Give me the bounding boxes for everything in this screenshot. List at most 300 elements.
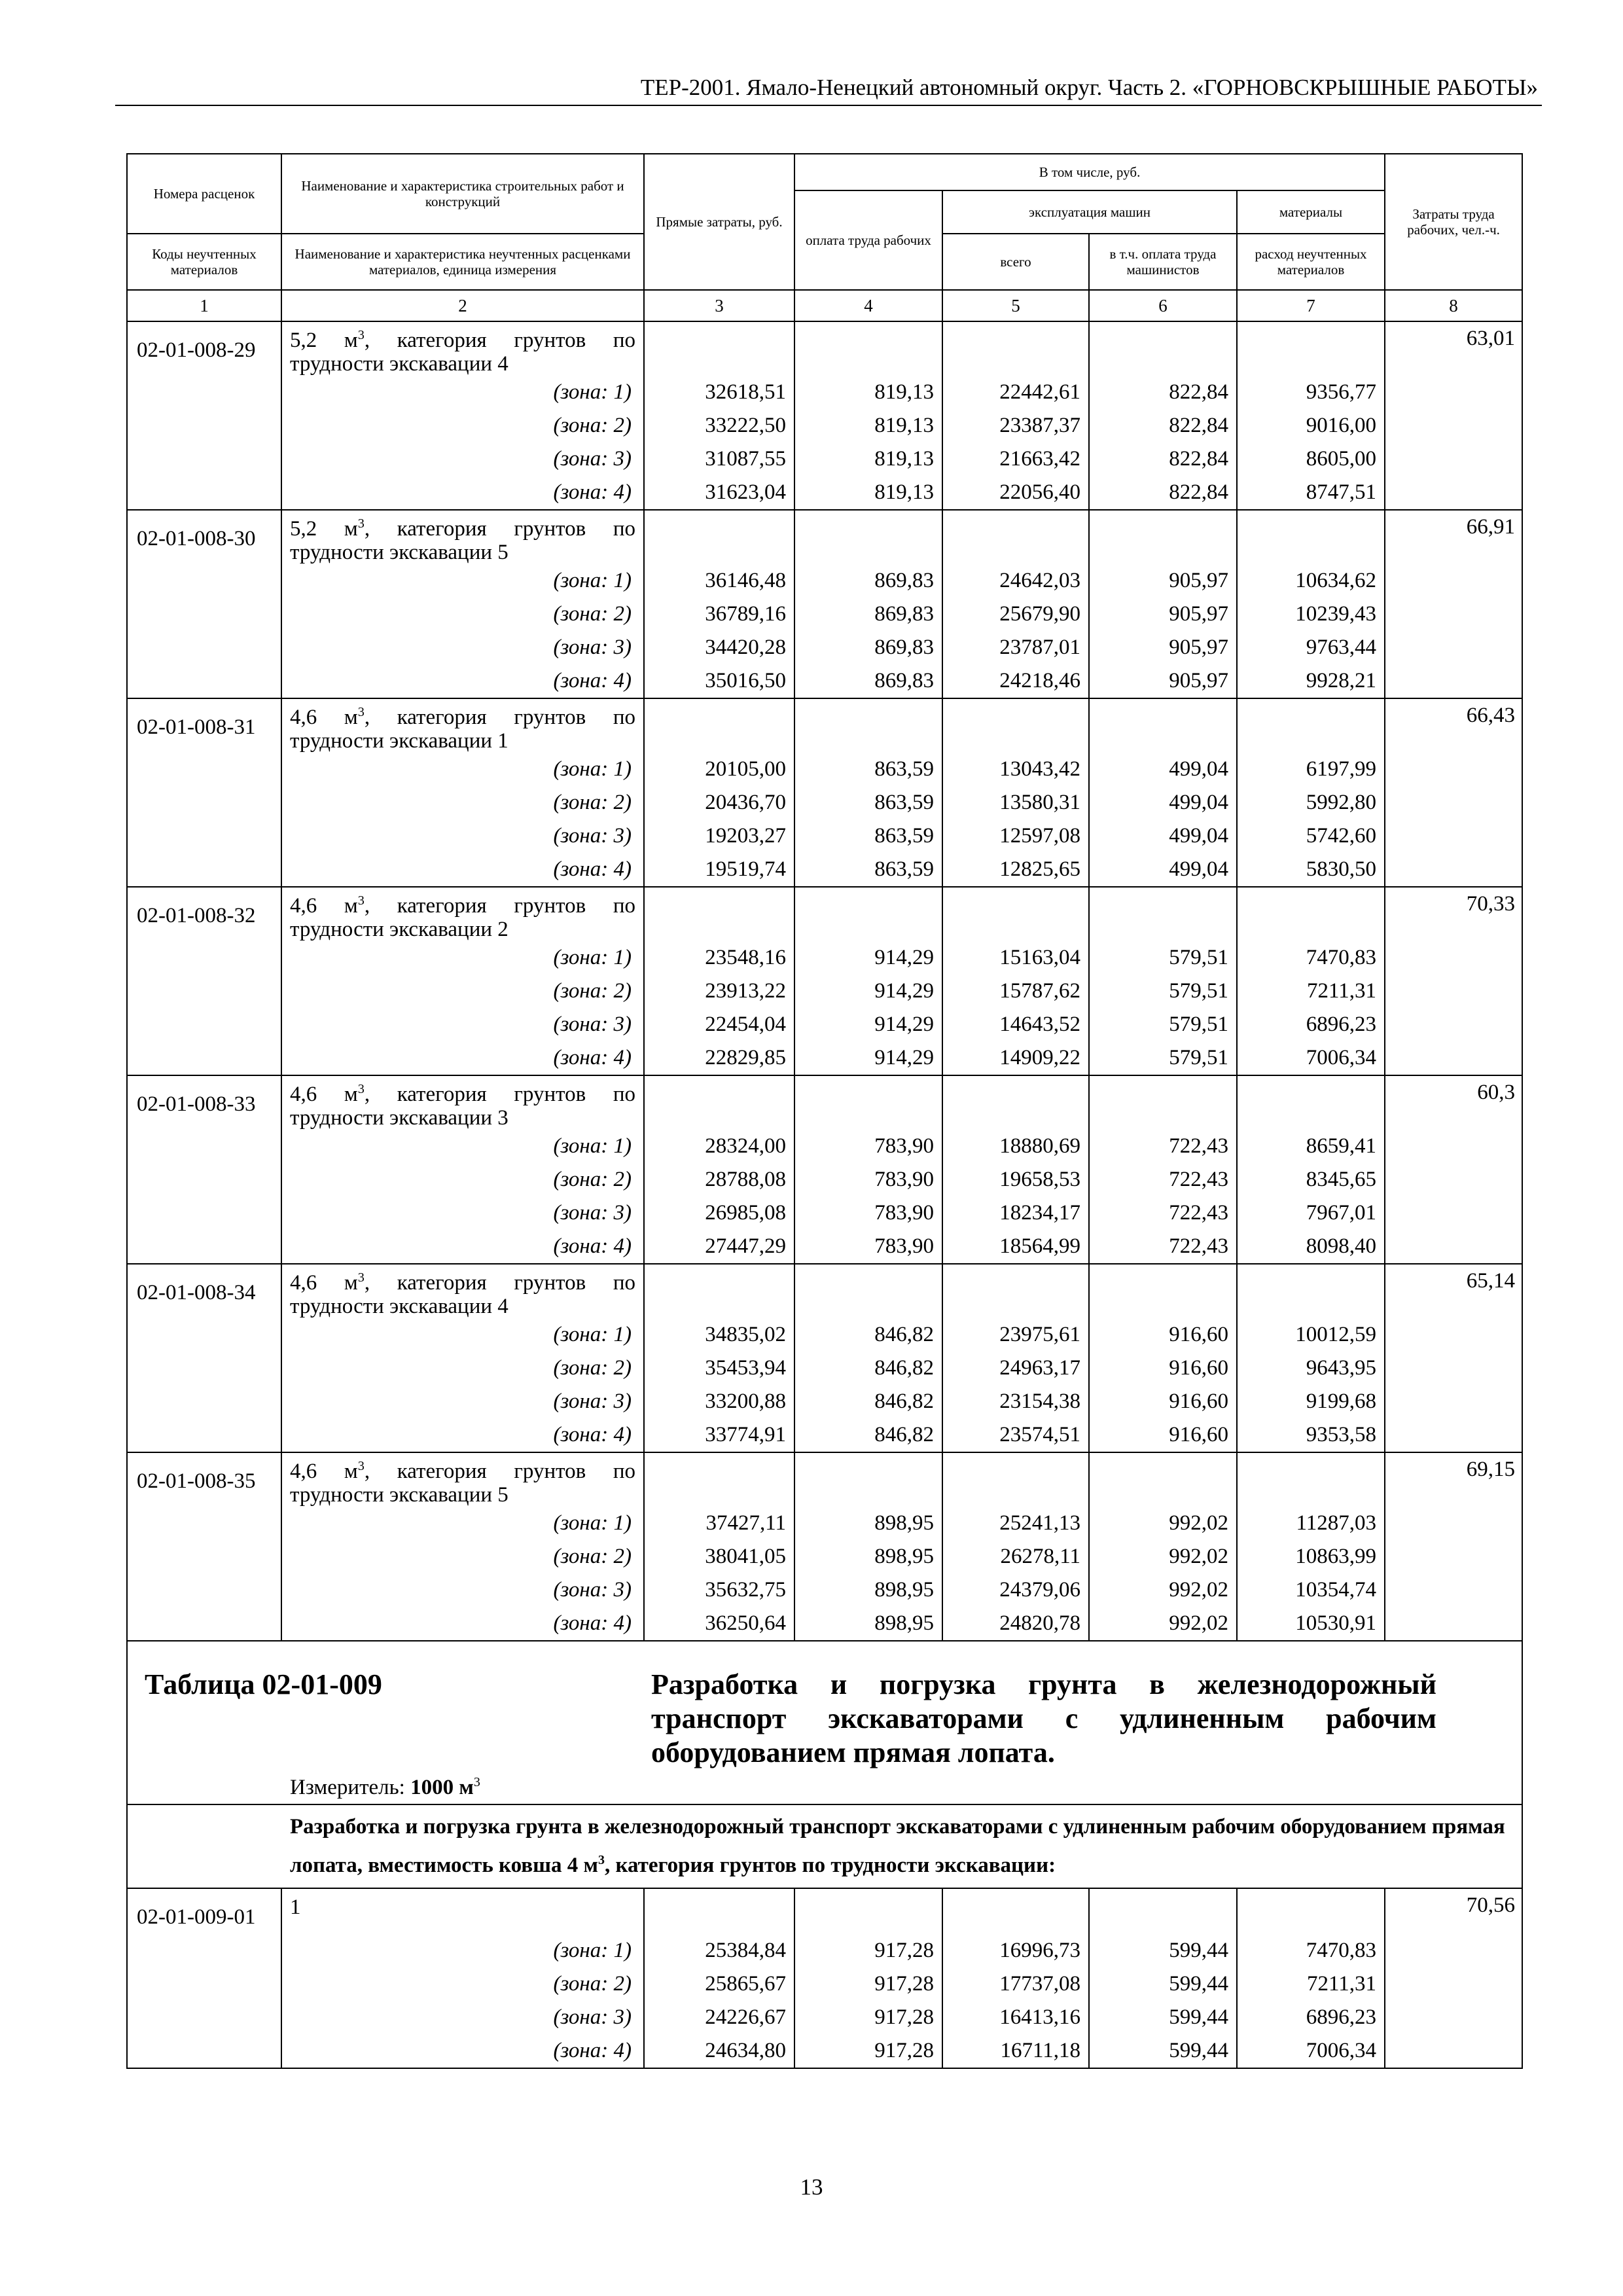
material-cost: 7211,31 — [1237, 975, 1385, 1008]
empty-cell — [1385, 1934, 1522, 1967]
empty-cell — [1385, 753, 1522, 786]
empty-cell — [127, 1352, 281, 1385]
zone-row — [127, 2034, 1522, 2068]
empty-cell — [1385, 631, 1522, 664]
empty-cell — [794, 887, 942, 941]
empty-cell — [1385, 1130, 1522, 1163]
zone-label: (зона: 2) — [281, 598, 644, 631]
direct-cost: 34835,02 — [644, 1318, 794, 1352]
empty-cell — [1385, 1352, 1522, 1385]
zone-label: (зона: 2) — [281, 786, 644, 819]
rate-name-text: , категория грунтов по трудности экскавации 2 — [290, 894, 636, 941]
machine-cost: 12825,65 — [942, 853, 1089, 887]
driver-wage: 905,97 — [1089, 631, 1237, 664]
empty-cell — [1089, 698, 1237, 753]
wage-cost: 863,59 — [794, 753, 942, 786]
material-cost: 6896,23 — [1237, 2001, 1385, 2034]
driver-wage: 905,97 — [1089, 598, 1237, 631]
material-cost: 11287,03 — [1237, 1507, 1385, 1540]
empty-cell — [644, 1452, 794, 1507]
empty-cell — [644, 510, 794, 564]
direct-cost: 33222,50 — [644, 409, 794, 442]
wage-cost: 914,29 — [794, 1008, 942, 1041]
rate-name-sup: 3 — [357, 705, 365, 719]
wage-cost: 819,13 — [794, 476, 942, 510]
driver-wage: 499,04 — [1089, 786, 1237, 819]
machine-cost: 13043,42 — [942, 753, 1089, 786]
empty-cell — [644, 1075, 794, 1130]
material-cost: 9353,58 — [1237, 1418, 1385, 1452]
machine-cost: 22442,61 — [942, 376, 1089, 409]
wage-cost: 863,59 — [794, 819, 942, 853]
machine-cost: 24820,78 — [942, 1607, 1089, 1641]
material-cost: 10634,62 — [1237, 564, 1385, 598]
machine-cost: 26278,11 — [942, 1540, 1089, 1573]
driver-wage: 992,02 — [1089, 1573, 1237, 1607]
rate-name-volume: 4,6 м — [290, 1460, 358, 1483]
labor-cost: 66,43 — [1385, 698, 1522, 753]
rate-name-volume: 4,6 м — [290, 706, 358, 729]
driver-wage: 722,43 — [1089, 1130, 1237, 1163]
col-head-code-bottom: Коды неучтенных материалов — [127, 234, 281, 290]
empty-cell — [1237, 887, 1385, 941]
empty-cell — [1237, 1075, 1385, 1130]
wage-cost: 914,29 — [794, 975, 942, 1008]
direct-cost: 35632,75 — [644, 1573, 794, 1607]
empty-cell — [1385, 1163, 1522, 1196]
machine-cost: 25241,13 — [942, 1507, 1089, 1540]
labor-cost: 70,56 — [1385, 1888, 1522, 1934]
col-head-direct: Прямые затраты, руб. — [644, 154, 794, 290]
rate-name-sup: 3 — [357, 1082, 365, 1096]
driver-wage: 499,04 — [1089, 753, 1237, 786]
direct-cost: 23913,22 — [644, 975, 794, 1008]
driver-wage: 916,60 — [1089, 1352, 1237, 1385]
page-number: 13 — [800, 2174, 823, 2200]
empty-cell — [127, 631, 281, 664]
empty-cell — [127, 1196, 281, 1230]
direct-cost: 24226,67 — [644, 2001, 794, 2034]
material-cost: 8098,40 — [1237, 1230, 1385, 1264]
driver-wage: 822,84 — [1089, 409, 1237, 442]
material-cost: 8345,65 — [1237, 1163, 1385, 1196]
direct-cost: 31087,55 — [644, 442, 794, 476]
machine-cost: 16711,18 — [942, 2034, 1089, 2068]
direct-cost: 32618,51 — [644, 376, 794, 409]
machine-cost: 16996,73 — [942, 1934, 1089, 1967]
direct-cost: 36146,48 — [644, 564, 794, 598]
section-desc-sup: 3 — [597, 1853, 605, 1867]
empty-cell — [1237, 510, 1385, 564]
labor-cost: 70,33 — [1385, 887, 1522, 941]
measure-value: 1000 м — [410, 1776, 474, 1799]
col-head-mat-use: расход неучтенных материалов — [1237, 234, 1385, 290]
zone-row — [127, 786, 1522, 819]
empty-cell — [127, 819, 281, 853]
section-title-row — [127, 1641, 1522, 1804]
section-records-body — [127, 1888, 1522, 2068]
rate-name-volume: 4,6 м — [290, 1271, 358, 1295]
driver-wage: 499,04 — [1089, 853, 1237, 887]
rate-name-text: , категория грунтов по трудности экскавации 1 — [290, 706, 636, 753]
direct-cost: 36789,16 — [644, 598, 794, 631]
zone-row — [127, 376, 1522, 409]
empty-cell — [1237, 1264, 1385, 1318]
driver-wage: 599,44 — [1089, 1967, 1237, 2001]
driver-wage: 822,84 — [1089, 442, 1237, 476]
driver-wage: 992,02 — [1089, 1507, 1237, 1540]
empty-cell — [1385, 1418, 1522, 1452]
driver-wage: 499,04 — [1089, 819, 1237, 853]
zone-row — [127, 598, 1522, 631]
driver-wage: 992,02 — [1089, 1540, 1237, 1573]
zone-row — [127, 1418, 1522, 1452]
machine-cost: 17737,08 — [942, 1967, 1089, 2001]
empty-cell — [794, 321, 942, 376]
wage-cost: 917,28 — [794, 2034, 942, 2068]
driver-wage: 905,97 — [1089, 664, 1237, 698]
zone-label: (зона: 4) — [281, 2034, 644, 2068]
col-head-total: всего — [942, 234, 1089, 290]
zone-row — [127, 1385, 1522, 1418]
col-number: 2 — [281, 290, 644, 321]
zone-label: (зона: 3) — [281, 819, 644, 853]
labor-cost: 65,14 — [1385, 1264, 1522, 1318]
empty-cell — [127, 1418, 281, 1452]
zone-row — [127, 1967, 1522, 2001]
table-number: Таблица 02-01-009 — [145, 1668, 382, 1700]
driver-wage: 599,44 — [1089, 2001, 1237, 2034]
wage-cost: 783,90 — [794, 1130, 942, 1163]
empty-cell — [942, 1452, 1089, 1507]
empty-cell — [127, 1934, 281, 1967]
direct-cost: 33774,91 — [644, 1418, 794, 1452]
zone-label: (зона: 4) — [281, 1230, 644, 1264]
rate-code: 02-01-008-34 — [127, 1264, 281, 1318]
empty-cell — [127, 753, 281, 786]
col-number: 4 — [794, 290, 942, 321]
material-cost: 7967,01 — [1237, 1196, 1385, 1230]
zone-label: (зона: 3) — [281, 1196, 644, 1230]
machine-cost: 14909,22 — [942, 1041, 1089, 1075]
section-desc-tail: , категория грунтов по трудности экскавации: — [604, 1854, 1056, 1877]
col-head-name-top: Наименование и характеристика строительных работ и конструкций — [281, 154, 644, 234]
direct-cost: 25384,84 — [644, 1934, 794, 1967]
empty-cell — [794, 1888, 942, 1934]
rate-name-volume: 5,2 м — [290, 517, 358, 541]
zone-label: (зона: 1) — [281, 564, 644, 598]
rate-name-sup: 3 — [357, 328, 365, 342]
wage-cost: 898,95 — [794, 1573, 942, 1607]
empty-cell — [1089, 510, 1237, 564]
empty-cell — [127, 409, 281, 442]
rate-name-sup: 3 — [357, 1270, 365, 1285]
rate-record-row — [127, 887, 1522, 941]
machine-cost: 22056,40 — [942, 476, 1089, 510]
direct-cost: 31623,04 — [644, 476, 794, 510]
empty-cell — [794, 1452, 942, 1507]
rate-code: 02-01-008-29 — [127, 321, 281, 376]
empty-cell — [127, 2001, 281, 2034]
col-number: 6 — [1089, 290, 1237, 321]
empty-cell — [644, 321, 794, 376]
material-cost: 6896,23 — [1237, 1008, 1385, 1041]
direct-cost: 35016,50 — [644, 664, 794, 698]
zone-row — [127, 1163, 1522, 1196]
empty-cell — [127, 598, 281, 631]
empty-cell — [127, 1163, 281, 1196]
section-desc — [127, 1804, 1522, 1888]
machine-cost: 18234,17 — [942, 1196, 1089, 1230]
direct-cost: 36250,64 — [644, 1607, 794, 1641]
machine-cost: 18564,99 — [942, 1230, 1089, 1264]
empty-cell — [1089, 887, 1237, 941]
empty-cell — [644, 887, 794, 941]
material-cost: 7470,83 — [1237, 941, 1385, 975]
empty-cell — [1089, 1264, 1237, 1318]
measure-label: Измеритель: — [290, 1776, 411, 1799]
driver-wage: 916,60 — [1089, 1318, 1237, 1352]
wage-cost: 898,95 — [794, 1507, 942, 1540]
empty-cell — [127, 2034, 281, 2068]
empty-cell — [942, 1264, 1089, 1318]
machine-cost: 19658,53 — [942, 1163, 1089, 1196]
labor-cost: 66,91 — [1385, 510, 1522, 564]
wage-cost: 869,83 — [794, 631, 942, 664]
machine-cost: 21663,42 — [942, 442, 1089, 476]
col-number: 8 — [1385, 290, 1522, 321]
table-title: Разработка и погрузка грунта в железнодорожный транспорт экскаваторами с удлиненным рабочим оборудованием прямая лопата. — [651, 1668, 1436, 1768]
empty-cell — [127, 1507, 281, 1540]
empty-cell — [127, 1230, 281, 1264]
empty-cell — [127, 1573, 281, 1607]
empty-cell — [1237, 321, 1385, 376]
zone-row — [127, 819, 1522, 853]
empty-cell — [1385, 975, 1522, 1008]
zone-label: (зона: 4) — [281, 664, 644, 698]
empty-cell — [127, 1607, 281, 1641]
labor-cost: 60,3 — [1385, 1075, 1522, 1130]
driver-wage: 916,60 — [1089, 1385, 1237, 1418]
empty-cell — [942, 887, 1089, 941]
empty-cell — [794, 1264, 942, 1318]
empty-cell — [1385, 1540, 1522, 1573]
rate-name-sup: 3 — [357, 516, 365, 531]
rate-name — [281, 321, 644, 376]
wage-cost: 863,59 — [794, 853, 942, 887]
zone-row — [127, 1318, 1522, 1352]
empty-cell — [1385, 1196, 1522, 1230]
direct-cost: 19203,27 — [644, 819, 794, 853]
empty-cell — [127, 664, 281, 698]
empty-cell — [942, 698, 1089, 753]
zone-label: (зона: 3) — [281, 1385, 644, 1418]
empty-cell — [1089, 1075, 1237, 1130]
machine-cost: 23574,51 — [942, 1418, 1089, 1452]
section-desc-text: Разработка и погрузка грунта в железнодорожный транспорт экскаваторами с удлиненным рабочим оборудованием прямая лопата, вместимость ковша 4 м — [290, 1815, 1505, 1877]
rate-name — [281, 1888, 644, 1934]
col-head-driver-wage: в т.ч. оплата труда машинистов — [1089, 234, 1237, 290]
empty-cell — [644, 1264, 794, 1318]
empty-cell — [1385, 1041, 1522, 1075]
empty-cell — [1385, 1385, 1522, 1418]
zone-label: (зона: 1) — [281, 376, 644, 409]
direct-cost: 20436,70 — [644, 786, 794, 819]
direct-cost: 25865,67 — [644, 1967, 794, 2001]
zone-label: (зона: 3) — [281, 2001, 644, 2034]
col-head-name-bottom: Наименование и характеристика неучтенных расценками материалов, единица измерения — [281, 234, 644, 290]
machine-cost: 18880,69 — [942, 1130, 1089, 1163]
zone-row — [127, 1540, 1522, 1573]
empty-cell — [1385, 819, 1522, 853]
wage-cost: 917,28 — [794, 2001, 942, 2034]
wage-cost: 863,59 — [794, 786, 942, 819]
zone-row — [127, 564, 1522, 598]
zone-row — [127, 975, 1522, 1008]
zone-label: (зона: 2) — [281, 409, 644, 442]
empty-cell — [1385, 1507, 1522, 1540]
empty-cell — [127, 853, 281, 887]
col-head-materials: материалы — [1237, 190, 1385, 234]
col-head-labor: Затраты труда рабочих, чел.-ч. — [1385, 154, 1522, 290]
wage-cost: 898,95 — [794, 1540, 942, 1573]
zone-label: (зона: 1) — [281, 1318, 644, 1352]
empty-cell — [1385, 1008, 1522, 1041]
empty-cell — [1089, 1888, 1237, 1934]
rate-name — [281, 887, 644, 941]
driver-wage: 822,84 — [1089, 376, 1237, 409]
direct-cost: 28324,00 — [644, 1130, 794, 1163]
empty-cell — [1385, 2034, 1522, 2068]
driver-wage: 579,51 — [1089, 941, 1237, 975]
wage-cost: 783,90 — [794, 1196, 942, 1230]
empty-cell — [1089, 321, 1237, 376]
rate-code: 02-01-008-30 — [127, 510, 281, 564]
wage-cost: 846,82 — [794, 1352, 942, 1385]
wage-cost: 869,83 — [794, 664, 942, 698]
empty-cell — [1385, 1230, 1522, 1264]
empty-cell — [127, 1967, 281, 2001]
zone-row — [127, 1573, 1522, 1607]
machine-cost: 14643,52 — [942, 1008, 1089, 1041]
zone-label: (зона: 4) — [281, 1041, 644, 1075]
rate-name — [281, 1075, 644, 1130]
material-cost: 8659,41 — [1237, 1130, 1385, 1163]
zone-row — [127, 664, 1522, 698]
zone-label: (зона: 4) — [281, 1607, 644, 1641]
rate-name-text: , категория грунтов по трудности экскавации 3 — [290, 1083, 636, 1130]
page-header: ТЕР-2001. Ямало-Ненецкий автономный округ. Часть 2. «ГОРНОВСКРЫШНЫЕ РАБОТЫ» — [640, 75, 1538, 100]
wage-cost: 898,95 — [794, 1607, 942, 1641]
empty-cell — [794, 1075, 942, 1130]
empty-cell — [942, 321, 1089, 376]
machine-cost: 15163,04 — [942, 941, 1089, 975]
direct-cost: 28788,08 — [644, 1163, 794, 1196]
empty-cell — [127, 1318, 281, 1352]
zone-row — [127, 1352, 1522, 1385]
wage-cost: 846,82 — [794, 1385, 942, 1418]
rate-code: 02-01-009-01 — [127, 1888, 281, 1934]
zone-label: (зона: 3) — [281, 1573, 644, 1607]
rate-code: 02-01-008-31 — [127, 698, 281, 753]
empty-cell — [127, 376, 281, 409]
zone-label: (зона: 1) — [281, 753, 644, 786]
rate-name — [281, 698, 644, 753]
material-cost: 10530,91 — [1237, 1607, 1385, 1641]
machine-cost: 24379,06 — [942, 1573, 1089, 1607]
rate-name-text: , категория грунтов по трудности экскавации 4 — [290, 1271, 636, 1318]
machine-cost: 23787,01 — [942, 631, 1089, 664]
empty-cell — [794, 510, 942, 564]
measure-sup: 3 — [473, 1775, 480, 1789]
empty-cell — [127, 941, 281, 975]
empty-cell — [1237, 698, 1385, 753]
wage-cost: 819,13 — [794, 376, 942, 409]
direct-cost: 33200,88 — [644, 1385, 794, 1418]
machine-cost: 23387,37 — [942, 409, 1089, 442]
zone-row — [127, 753, 1522, 786]
zone-label: (зона: 1) — [281, 941, 644, 975]
driver-wage: 579,51 — [1089, 975, 1237, 1008]
driver-wage: 722,43 — [1089, 1163, 1237, 1196]
machine-cost: 23975,61 — [942, 1318, 1089, 1352]
wage-cost: 783,90 — [794, 1163, 942, 1196]
zone-label: (зона: 2) — [281, 1352, 644, 1385]
machine-cost: 12597,08 — [942, 819, 1089, 853]
empty-cell — [1237, 1452, 1385, 1507]
rate-name-volume: 5,2 м — [290, 329, 358, 352]
driver-wage: 722,43 — [1089, 1196, 1237, 1230]
machine-cost: 15787,62 — [942, 975, 1089, 1008]
empty-cell — [1385, 598, 1522, 631]
rate-record-row — [127, 1264, 1522, 1318]
col-head-wage: оплата труда рабочих — [794, 190, 942, 290]
section-title-cell — [127, 1641, 1522, 1804]
empty-cell — [1385, 376, 1522, 409]
wage-cost: 846,82 — [794, 1318, 942, 1352]
zone-label: (зона: 1) — [281, 1507, 644, 1540]
direct-cost: 27447,29 — [644, 1230, 794, 1264]
empty-cell — [1385, 786, 1522, 819]
material-cost: 8605,00 — [1237, 442, 1385, 476]
rates-table — [126, 153, 1523, 2069]
empty-cell — [1385, 476, 1522, 510]
material-cost: 7006,34 — [1237, 2034, 1385, 2068]
zone-row — [127, 1934, 1522, 1967]
wage-cost: 914,29 — [794, 1041, 942, 1075]
rate-record-row — [127, 321, 1522, 376]
wage-cost: 914,29 — [794, 941, 942, 975]
rate-name-text: , категория грунтов по трудности экскавации 5 — [290, 1460, 636, 1507]
direct-cost: 34420,28 — [644, 631, 794, 664]
machine-cost: 24642,03 — [942, 564, 1089, 598]
zone-row — [127, 1196, 1522, 1230]
zone-row — [127, 476, 1522, 510]
rate-name — [281, 510, 644, 564]
direct-cost: 24634,80 — [644, 2034, 794, 2068]
driver-wage: 599,44 — [1089, 2034, 1237, 2068]
empty-cell — [127, 786, 281, 819]
empty-cell — [1089, 1452, 1237, 1507]
zone-row — [127, 1607, 1522, 1641]
empty-cell — [127, 1130, 281, 1163]
empty-cell — [942, 1075, 1089, 1130]
zone-label: (зона: 2) — [281, 1163, 644, 1196]
machine-cost: 13580,31 — [942, 786, 1089, 819]
empty-cell — [127, 1540, 281, 1573]
rate-record-row — [127, 1075, 1522, 1130]
rate-name — [281, 1264, 644, 1318]
